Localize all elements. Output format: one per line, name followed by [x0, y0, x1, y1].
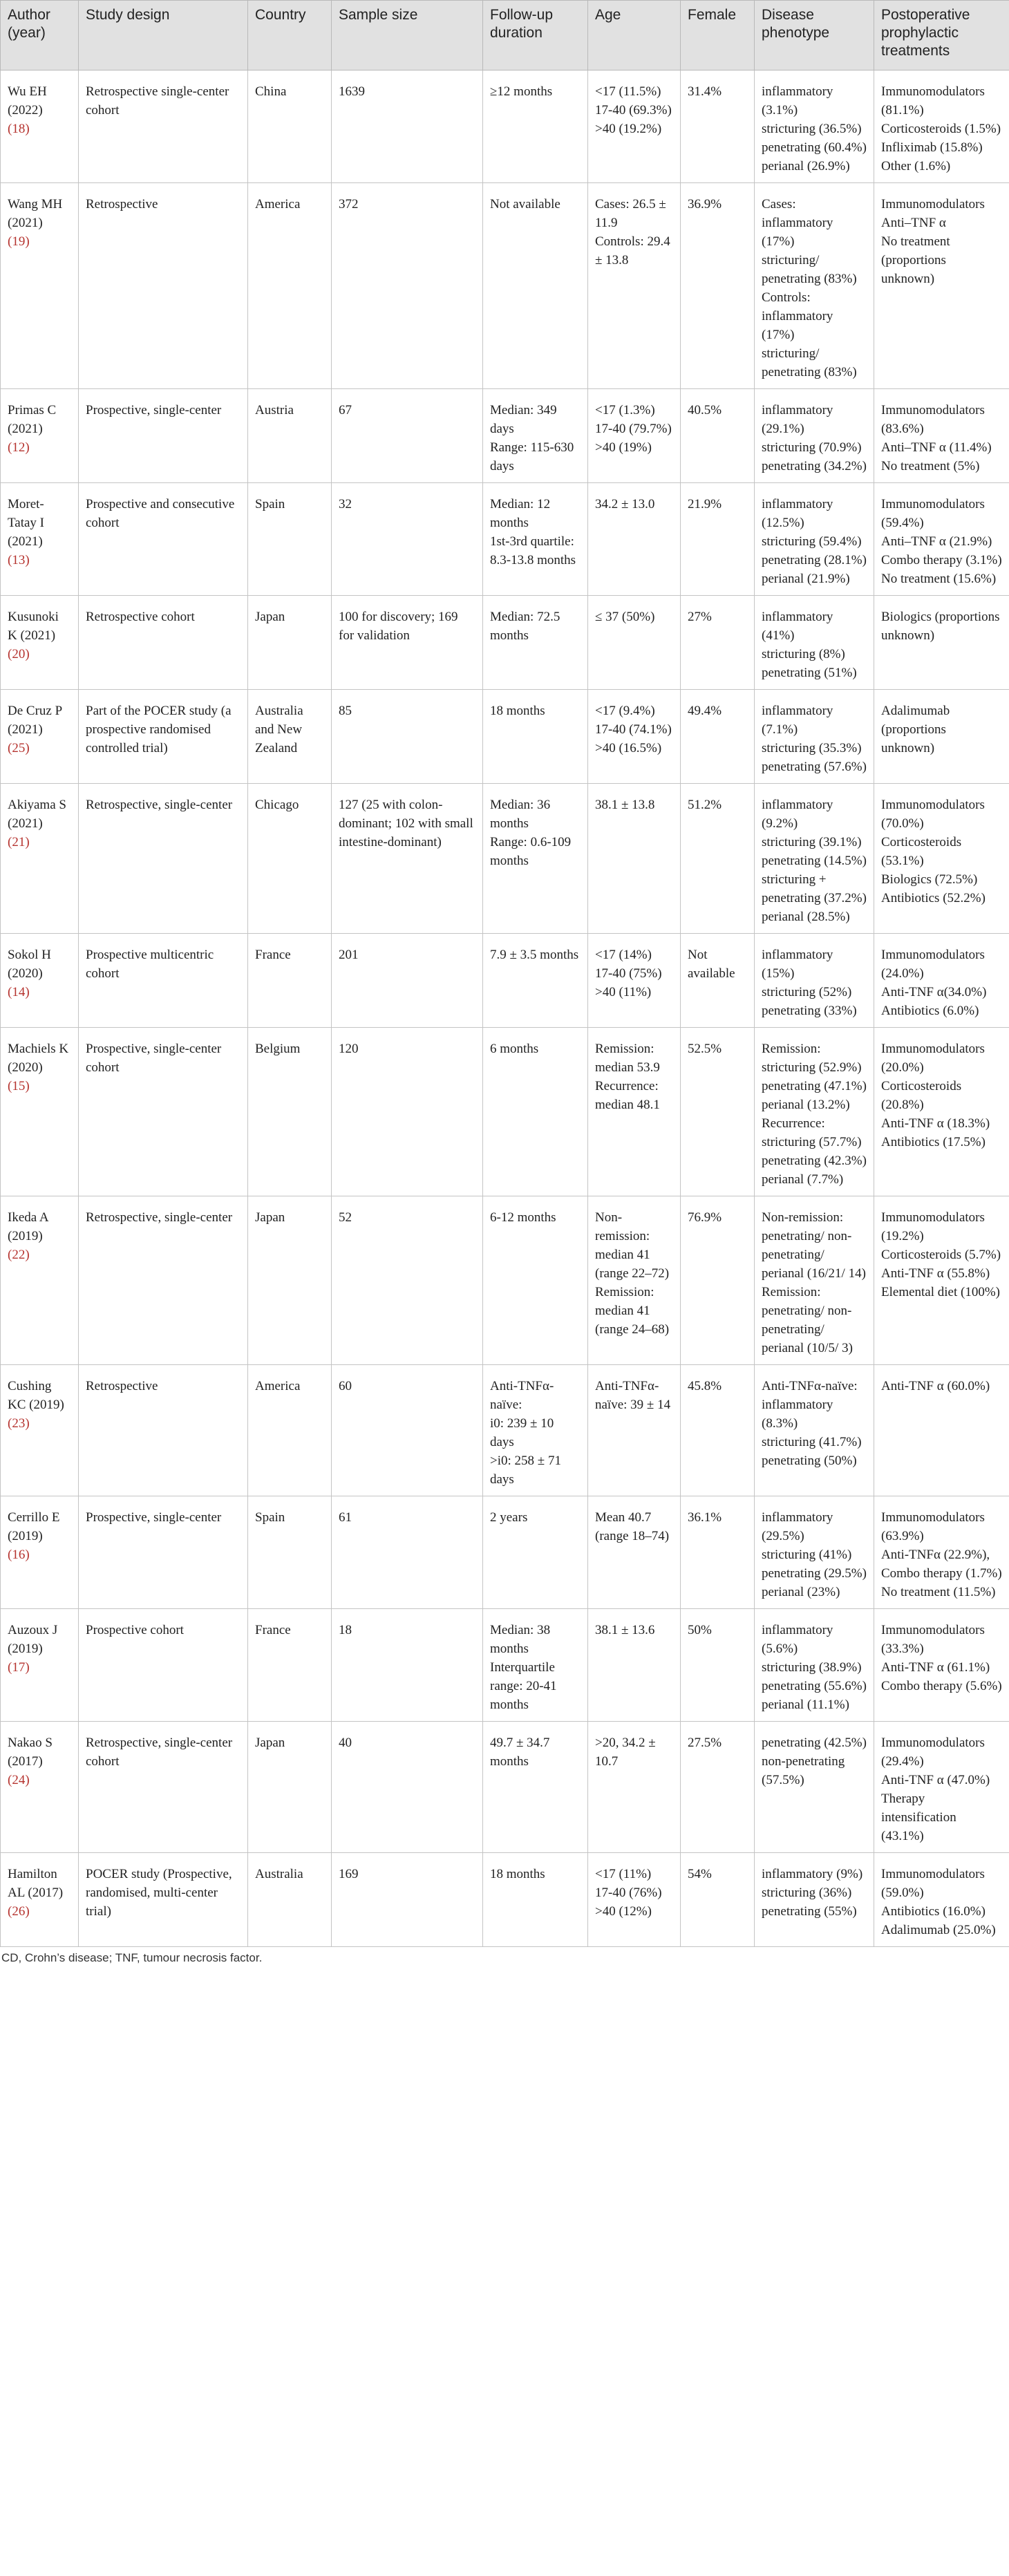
cell-author [1, 70, 79, 183]
cell-phenotype: inflammatory (29.1%) stricturing (70.9%) penetrating (34.2%) [755, 389, 874, 483]
cell-author [1, 183, 79, 389]
author-name: Ikeda A (2019) [8, 1210, 48, 1243]
cell-treatment: Immunomodulators (24.0%) Anti-TNF α(34.0%) Antibiotics (6.0%) [874, 934, 1009, 1028]
reference-link[interactable]: (22) [8, 1248, 30, 1262]
cell-female: 50% [681, 1609, 755, 1722]
reference-link[interactable]: (12) [8, 440, 30, 455]
cell-followup: Anti-TNFα-naïve: i0: 239 ± 10 days >i0: 258 ± 71 days [483, 1365, 588, 1496]
author-name: Hamilton AL (2017) [8, 1867, 64, 1900]
cell-age: Mean 40.7 (range 18–74) [588, 1496, 681, 1609]
table-row [1, 1196, 1009, 1365]
cell-phenotype: inflammatory (12.5%) stricturing (59.4%) penetrating (28.1%) perianal (21.9%) [755, 483, 874, 596]
cell-country: Belgium [248, 1028, 332, 1196]
cell-treatment: Immunomodulators (59.4%) Anti–TNF α (21.9%) Combo therapy (3.1%) No treatment (15.6%) [874, 483, 1009, 596]
header-age: Age [588, 1, 681, 70]
cell-sample: 127 (25 with colon-dominant; 102 with small intestine-dominant) [332, 784, 483, 934]
cell-country: America [248, 1365, 332, 1496]
header-treatments: Postoperative prophylactic treatments [874, 1, 1009, 70]
cell-age: <17 (14%) 17-40 (75%) >40 (11%) [588, 934, 681, 1028]
cell-female: 49.4% [681, 690, 755, 784]
cell-age: Anti-TNFα-naïve: 39 ± 14 [588, 1365, 681, 1496]
cell-author [1, 1609, 79, 1722]
cell-age: ≤ 37 (50%) [588, 596, 681, 690]
cell-followup: Median: 72.5 months [483, 596, 588, 690]
cell-female: 54% [681, 1853, 755, 1947]
cell-author [1, 483, 79, 596]
cell-age: >20, 34.2 ± 10.7 [588, 1722, 681, 1853]
cell-female: 27% [681, 596, 755, 690]
cell-age: 38.1 ± 13.6 [588, 1609, 681, 1722]
cell-design: Prospective, single-center [79, 389, 248, 483]
cell-treatment: Immunomodulators (59.0%) Antibiotics (16.0%) Adalimumab (25.0%) [874, 1853, 1009, 1947]
reference-link[interactable]: (14) [8, 985, 30, 999]
author-name: Nakao S (2017) [8, 1736, 53, 1769]
header-female: Female [681, 1, 755, 70]
cell-sample: 85 [332, 690, 483, 784]
cell-sample: 120 [332, 1028, 483, 1196]
cell-author [1, 1028, 79, 1196]
table-row [1, 183, 1009, 389]
cell-treatment: Anti-TNF α (60.0%) [874, 1365, 1009, 1496]
cell-author [1, 1722, 79, 1853]
cell-country: Australia [248, 1853, 332, 1947]
cell-design: Prospective cohort [79, 1609, 248, 1722]
cell-followup: Median: 349 days Range: 115-630 days [483, 389, 588, 483]
header-phenotype: Disease phenotype [755, 1, 874, 70]
cell-age: 34.2 ± 13.0 [588, 483, 681, 596]
cell-female: 45.8% [681, 1365, 755, 1496]
cell-phenotype: Non-remission: penetrating/ non-penetrating/ perianal (16/21/ 14) Remission: penetrating/ non-penetrating/ perianal (10/5/ 3) [755, 1196, 874, 1365]
author-name: Cerrillo E (2019) [8, 1510, 60, 1543]
cell-female: 51.2% [681, 784, 755, 934]
cell-treatment: Immunomodulators Anti–TNF α No treatment (proportions unknown) [874, 183, 1009, 389]
table-row [1, 70, 1009, 183]
reference-link[interactable]: (17) [8, 1660, 30, 1675]
cell-female: Not available [681, 934, 755, 1028]
cell-phenotype: inflammatory (29.5%) stricturing (41%) penetrating (29.5%) perianal (23%) [755, 1496, 874, 1609]
header-country: Country [248, 1, 332, 70]
cell-phenotype: Remission: stricturing (52.9%) penetrating (47.1%) perianal (13.2%) Recurrence: stricturing (57.7%) penetrating (42.3%) perianal (7.7%) [755, 1028, 874, 1196]
table-header-row [1, 1, 1009, 70]
author-name: Kusunoki K (2021) [8, 610, 59, 643]
author-name: Auzoux J (2019) [8, 1623, 58, 1656]
cell-phenotype: inflammatory (9.2%) stricturing (39.1%) penetrating (14.5%) stricturing + penetrating (37.2%) perianal (28.5%) [755, 784, 874, 934]
cell-country: Japan [248, 1196, 332, 1365]
cell-design: POCER study (Prospective, randomised, multi-center trial) [79, 1853, 248, 1947]
cell-country: America [248, 183, 332, 389]
cell-age: <17 (11.5%) 17-40 (69.3%) >40 (19.2%) [588, 70, 681, 183]
cell-treatment: Immunomodulators (33.3%) Anti-TNF α (61.1%) Combo therapy (5.6%) [874, 1609, 1009, 1722]
cell-sample: 100 for discovery; 169 for validation [332, 596, 483, 690]
cell-treatment: Immunomodulators (83.6%) Anti–TNF α (11.4%) No treatment (5%) [874, 389, 1009, 483]
table-row [1, 1496, 1009, 1609]
cell-age: <17 (11%) 17-40 (76%) >40 (12%) [588, 1853, 681, 1947]
cell-treatment: Biologics (proportions unknown) [874, 596, 1009, 690]
cell-design: Retrospective, single-center [79, 784, 248, 934]
reference-link[interactable]: (20) [8, 647, 30, 661]
table-row [1, 596, 1009, 690]
cell-country: Australia and New Zealand [248, 690, 332, 784]
cell-followup: 6-12 months [483, 1196, 588, 1365]
cell-country: France [248, 934, 332, 1028]
author-name: Sokol H (2020) [8, 948, 51, 981]
cell-author [1, 1365, 79, 1496]
cell-country: China [248, 70, 332, 183]
cell-sample: 32 [332, 483, 483, 596]
cell-sample: 372 [332, 183, 483, 389]
cell-treatment: Immunomodulators (70.0%) Corticosteroids (53.1%) Biologics (72.5%) Antibiotics (52.2%) [874, 784, 1009, 934]
cell-female: 36.1% [681, 1496, 755, 1609]
cell-female: 52.5% [681, 1028, 755, 1196]
cell-phenotype: inflammatory (15%) stricturing (52%) penetrating (33%) [755, 934, 874, 1028]
reference-link[interactable]: (16) [8, 1548, 30, 1562]
cell-design: Retrospective, single-center cohort [79, 1722, 248, 1853]
cell-sample: 201 [332, 934, 483, 1028]
author-name: Akiyama S (2021) [8, 798, 66, 831]
table-row [1, 1609, 1009, 1722]
cell-country: Spain [248, 483, 332, 596]
cell-followup: 2 years [483, 1496, 588, 1609]
cell-female: 21.9% [681, 483, 755, 596]
cell-author [1, 1853, 79, 1947]
cell-phenotype: inflammatory (3.1%) stricturing (36.5%) penetrating (60.4%) perianal (26.9%) [755, 70, 874, 183]
cell-phenotype: inflammatory (41%) stricturing (8%) penetrating (51%) [755, 596, 874, 690]
cell-sample: 61 [332, 1496, 483, 1609]
cell-followup: ≥12 months [483, 70, 588, 183]
reference-link[interactable]: (18) [8, 122, 30, 136]
cell-country: Austria [248, 389, 332, 483]
cell-followup: Median: 36 months Range: 0.6-109 months [483, 784, 588, 934]
table-row [1, 1028, 1009, 1196]
table-footnote: CD, Crohn’s disease; TNF, tumour necrosis factor. [1, 1951, 263, 1964]
cell-age: <17 (9.4%) 17-40 (74.1%) >40 (16.5%) [588, 690, 681, 784]
author-name: Moret-Tatay I (2021) [8, 497, 45, 549]
cell-followup: Median: 38 months Interquartile range: 20-41 months [483, 1609, 588, 1722]
cell-treatment: Immunomodulators (63.9%) Anti-TNFα (22.9%), Combo therapy (1.7%) No treatment (11.5%) [874, 1496, 1009, 1609]
cell-author [1, 1196, 79, 1365]
cell-phenotype: inflammatory (9%) stricturing (36%) penetrating (55%) [755, 1853, 874, 1947]
cell-phenotype: penetrating (42.5%) non-penetrating (57.5%) [755, 1722, 874, 1853]
cell-followup: Median: 12 months 1st-3rd quartile: 8.3-13.8 months [483, 483, 588, 596]
cell-sample: 169 [332, 1853, 483, 1947]
table-row [1, 784, 1009, 934]
cell-design: Retrospective [79, 1365, 248, 1496]
reference-link[interactable]: (15) [8, 1079, 30, 1093]
cell-author [1, 934, 79, 1028]
cell-design: Prospective and consecutive cohort [79, 483, 248, 596]
cell-sample: 1639 [332, 70, 483, 183]
cell-phenotype: inflammatory (5.6%) stricturing (38.9%) penetrating (55.6%) perianal (11.1%) [755, 1609, 874, 1722]
cell-design: Retrospective, single-center [79, 1196, 248, 1365]
reference-link[interactable]: (23) [8, 1416, 30, 1431]
author-name: Primas C (2021) [8, 403, 57, 436]
cell-followup: 18 months [483, 690, 588, 784]
cell-followup: 7.9 ± 3.5 months [483, 934, 588, 1028]
cell-sample: 52 [332, 1196, 483, 1365]
author-name: Machiels K (2020) [8, 1042, 69, 1075]
cell-treatment: Immunomodulators (81.1%) Corticosteroids (1.5%) Infliximab (15.8%) Other (1.6%) [874, 70, 1009, 183]
cell-followup: Not available [483, 183, 588, 389]
table-row [1, 1853, 1009, 1947]
reference-link[interactable]: (21) [8, 835, 30, 849]
cell-design: Retrospective [79, 183, 248, 389]
table-row [1, 389, 1009, 483]
cell-age: Remission: median 53.9 Recurrence: median 48.1 [588, 1028, 681, 1196]
cell-phenotype: Cases: inflammatory (17%) stricturing/ penetrating (83%) Controls: inflammatory (17%) stricturing/ penetrating (83%) [755, 183, 874, 389]
cell-phenotype: inflammatory (7.1%) stricturing (35.3%) penetrating (57.6%) [755, 690, 874, 784]
reference-link[interactable]: (24) [8, 1773, 30, 1787]
cell-phenotype: Anti-TNFα-naïve: inflammatory (8.3%) stricturing (41.7%) penetrating (50%) [755, 1365, 874, 1496]
cell-author [1, 1496, 79, 1609]
cell-treatment: Adalimumab (proportions unknown) [874, 690, 1009, 784]
cell-sample: 60 [332, 1365, 483, 1496]
cell-author [1, 389, 79, 483]
header-author: Author (year) [1, 1, 79, 70]
header-sample-size: Sample size [332, 1, 483, 70]
cell-author [1, 784, 79, 934]
cell-treatment: Immunomodulators (20.0%) Corticosteroids (20.8%) Anti-TNF α (18.3%) Antibiotics (17.5%) [874, 1028, 1009, 1196]
author-name: Wu EH (2022) [8, 84, 47, 117]
cell-country: Japan [248, 1722, 332, 1853]
reference-link[interactable]: (19) [8, 234, 30, 249]
cell-author [1, 690, 79, 784]
table-row [1, 690, 1009, 784]
cell-female: 76.9% [681, 1196, 755, 1365]
cell-design: Prospective, single-center [79, 1496, 248, 1609]
cell-design: Retrospective single-center cohort [79, 70, 248, 183]
table-row [1, 1722, 1009, 1853]
cell-sample: 40 [332, 1722, 483, 1853]
cell-age: 38.1 ± 13.8 [588, 784, 681, 934]
author-name: De Cruz P (2021) [8, 704, 62, 737]
table-row [1, 934, 1009, 1028]
cell-author [1, 596, 79, 690]
cell-sample: 18 [332, 1609, 483, 1722]
reference-link[interactable]: (26) [8, 1904, 30, 1919]
author-name: Cushing KC (2019) [8, 1379, 64, 1412]
cell-followup: 49.7 ± 34.7 months [483, 1722, 588, 1853]
cell-age: <17 (1.3%) 17-40 (79.7%) >40 (19%) [588, 389, 681, 483]
cell-design: Retrospective cohort [79, 596, 248, 690]
cell-country: France [248, 1609, 332, 1722]
cell-age: Non-remission: median 41 (range 22–72) Remission: median 41 (range 24–68) [588, 1196, 681, 1365]
author-name: Wang MH (2021) [8, 197, 63, 230]
cell-female: 36.9% [681, 183, 755, 389]
cell-sample: 67 [332, 389, 483, 483]
table-row [1, 483, 1009, 596]
cell-design: Part of the POCER study (a prospective randomised controlled trial) [79, 690, 248, 784]
cell-treatment: Immunomodulators (19.2%) Corticosteroids (5.7%) Anti-TNF α (55.8%) Elemental diet (100%) [874, 1196, 1009, 1365]
cell-age: Cases: 26.5 ± 11.9 Controls: 29.4 ± 13.8 [588, 183, 681, 389]
reference-link[interactable]: (25) [8, 741, 30, 755]
cell-treatment: Immunomodulators (29.4%) Anti-TNF α (47.0%) Therapy intensification (43.1%) [874, 1722, 1009, 1853]
cell-design: Prospective, single-center cohort [79, 1028, 248, 1196]
cell-country: Chicago [248, 784, 332, 934]
cell-followup: 18 months [483, 1853, 588, 1947]
cell-country: Spain [248, 1496, 332, 1609]
cell-female: 40.5% [681, 389, 755, 483]
cell-followup: 6 months [483, 1028, 588, 1196]
table-row [1, 1365, 1009, 1496]
header-follow-up: Follow-up duration [483, 1, 588, 70]
cell-female: 27.5% [681, 1722, 755, 1853]
header-study-design: Study design [79, 1, 248, 70]
cell-design: Prospective multicentric cohort [79, 934, 248, 1028]
reference-link[interactable]: (13) [8, 553, 30, 567]
cell-country: Japan [248, 596, 332, 690]
cell-female: 31.4% [681, 70, 755, 183]
